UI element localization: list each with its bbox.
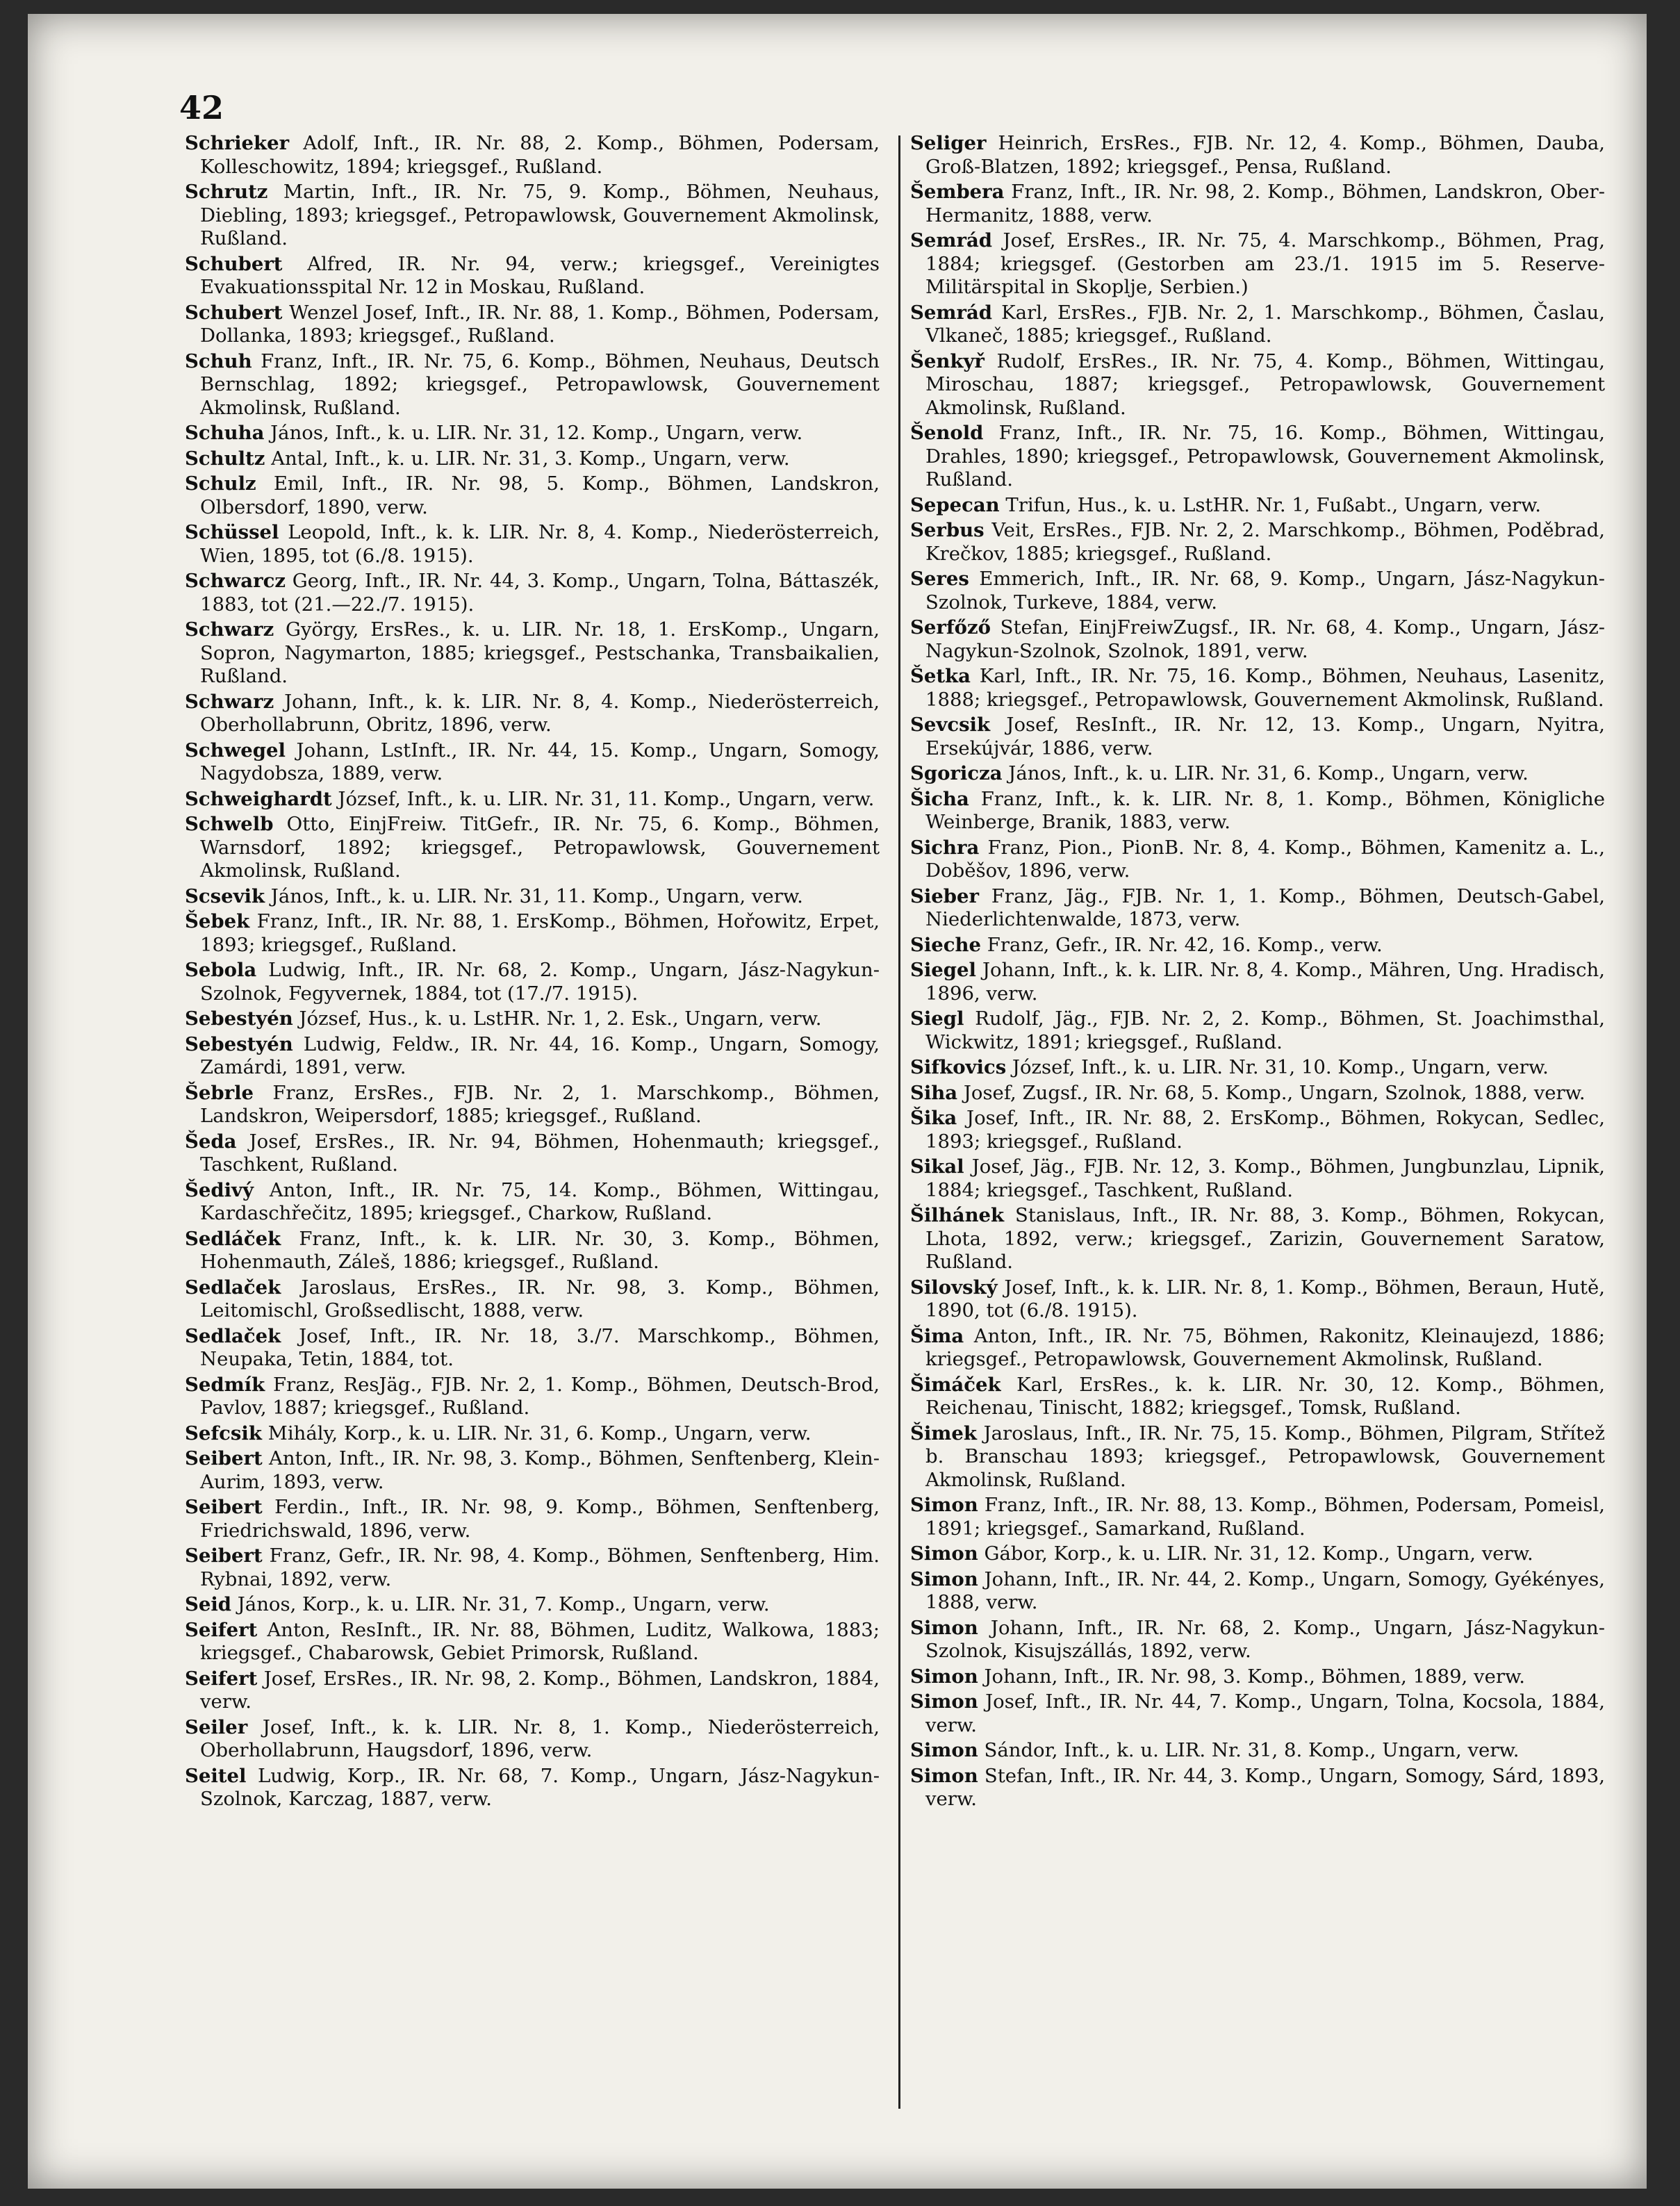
entry-surname: Šedivý xyxy=(185,1178,254,1201)
entry-surname: Simon xyxy=(910,1690,978,1713)
entry-surname: Šebek xyxy=(185,910,250,932)
list-entry xyxy=(185,302,880,348)
list-entry xyxy=(185,1496,880,1542)
list-entry xyxy=(185,1374,880,1420)
entry-details: Wenzel Josef, Inft., IR. Nr. 88, 1. Komp., Böhmen, Podersam, Dollanka, 1893; kriegsgef., Rußland. xyxy=(200,301,880,347)
entry-surname: Sepecan xyxy=(910,493,1000,516)
entry-details: Gábor, Korp., k. u. LIR. Nr. 31, 12. Komp., Ungarn, verw. xyxy=(978,1542,1533,1565)
entry-details: Rudolf, Jäg., FJB. Nr. 2, 2. Komp., Böhmen, St. Joachimsthal, Wickwitz, 1891; kriegsgef., Rußland. xyxy=(925,1007,1605,1053)
entry-details: Josef, Inft., IR. Nr. 44, 7. Komp., Ungarn, Tolna, Kocsola, 1884, verw. xyxy=(925,1690,1605,1736)
column-divider xyxy=(898,135,900,2109)
list-entry xyxy=(185,1447,880,1494)
list-entry xyxy=(185,1228,880,1274)
list-entry xyxy=(910,1276,1605,1323)
entry-surname: Sedlaček xyxy=(185,1324,281,1347)
list-entry xyxy=(185,447,880,471)
entry-details: József, Hus., k. u. LstHR. Nr. 1, 2. Esk., Ungarn, verw. xyxy=(293,1007,822,1030)
entry-details: Johann, Inft., k. k. LIR. Nr. 8, 4. Komp., Niederösterreich, Oberhollabrunn, Obritz, 1896, verw. xyxy=(200,690,880,736)
entry-surname: Šilhánek xyxy=(910,1204,1005,1226)
list-entry xyxy=(910,1007,1605,1054)
list-entry xyxy=(910,665,1605,711)
entry-details: Anton, Inft., IR. Nr. 98, 3. Komp., Böhmen, Senftenberg, Klein-Aurim, 1893, verw. xyxy=(200,1447,880,1493)
list-entry xyxy=(185,253,880,299)
entry-details: Franz, Inft., IR. Nr. 98, 2. Komp., Böhmen, Landskron, Ober-Hermanitz, 1888, verw. xyxy=(925,181,1605,227)
entry-details: Franz, Gefr., IR. Nr. 42, 16. Komp., verw. xyxy=(981,933,1383,956)
list-entry xyxy=(185,691,880,737)
list-entry xyxy=(910,762,1605,786)
entry-details: Franz, Inft., IR. Nr. 75, 6. Komp., Böhmen, Neuhaus, Deutsch Bernschlag, 1892; kriegsgef., Petropawlowsk, Gouvernement Akmolinsk, Rußland. xyxy=(200,349,880,419)
right-column xyxy=(910,132,1605,1813)
entry-surname: Sefcsik xyxy=(185,1422,262,1444)
list-entry xyxy=(185,618,880,689)
entry-surname: Sikal xyxy=(910,1155,964,1178)
entry-details: Otto, EinjFreiw. TitGefr., IR. Nr. 75, 6. Komp., Böhmen, Warnsdorf, 1892; kriegsgef., Petropawlowsk, Gouvernement Akmolinsk, Rußland. xyxy=(200,813,880,882)
list-entry xyxy=(910,1665,1605,1689)
entry-surname: Schrieker xyxy=(185,132,290,154)
entry-details: Johann, LstInft., IR. Nr. 44, 15. Komp., Ungarn, Somogy, Nagydobsza, 1889, verw. xyxy=(200,739,880,784)
entry-surname: Sieber xyxy=(910,884,980,907)
entry-surname: Seiler xyxy=(185,1715,248,1738)
list-entry xyxy=(910,1765,1605,1811)
list-entry xyxy=(910,934,1605,957)
entry-surname: Seibert xyxy=(185,1447,263,1470)
list-entry xyxy=(185,1130,880,1177)
list-entry xyxy=(185,350,880,420)
entry-details: Josef, ErsRes., IR. Nr. 75, 4. Marschkomp., Böhmen, Prag, 1884; kriegsgef. (Gestorben am 23./1. 1915 im 5. Reserve-Militärspital in Skoplje, Serbien.) xyxy=(925,229,1605,298)
entry-surname: Serbus xyxy=(910,519,985,541)
entry-details: Josef, ErsRes., IR. Nr. 94, Böhmen, Hohenmauth; kriegsgef., Taschkent, Rußland. xyxy=(200,1130,880,1176)
entry-surname: Schuh xyxy=(185,349,252,372)
list-entry xyxy=(910,1204,1605,1274)
list-entry xyxy=(185,1668,880,1714)
entry-surname: Scsevik xyxy=(185,884,265,907)
entry-surname: Seliger xyxy=(910,132,987,154)
entry-details: Franz, Gefr., IR. Nr. 98, 4. Komp., Böhmen, Senftenberg, Him. Rybnai, 1892, verw. xyxy=(200,1545,880,1590)
entry-details: Mihály, Korp., k. u. LIR. Nr. 31, 6. Komp., Ungarn, verw. xyxy=(261,1422,812,1444)
entry-surname: Seifert xyxy=(185,1667,258,1690)
list-entry xyxy=(910,1739,1605,1763)
list-entry xyxy=(910,302,1605,348)
list-entry xyxy=(910,1325,1605,1372)
list-entry xyxy=(185,1422,880,1446)
entry-details: Ludwig, Korp., IR. Nr. 68, 7. Komp., Ungarn, Jász-Nagykun-Szolnok, Karczag, 1887, verw. xyxy=(200,1764,880,1810)
entry-details: Karl, ErsRes., k. k. LIR. Nr. 30, 12. Komp., Böhmen, Reichenau, Tinischt, 1882; kriegsgef., Tomsk, Rußland. xyxy=(925,1373,1605,1419)
entry-details: József, Inft., k. u. LIR. Nr. 31, 11. Komp., Ungarn, verw. xyxy=(331,787,875,810)
list-entry xyxy=(185,181,880,251)
entry-surname: Schwarz xyxy=(185,618,274,641)
list-entry xyxy=(910,714,1605,760)
list-entry xyxy=(185,1765,880,1811)
list-entry xyxy=(185,1033,880,1080)
entry-surname: Siegl xyxy=(910,1007,964,1030)
entry-details: Rudolf, ErsRes., IR. Nr. 75, 4. Komp., Böhmen, Wittingau, Miroschau, 1887; kriegsgef., Petropawlowsk, Gouvernement Akmolinsk, Rußland. xyxy=(925,349,1605,419)
list-entry xyxy=(910,1542,1605,1566)
entry-details: János, Inft., k. u. LIR. Nr. 31, 6. Komp., Ungarn, verw. xyxy=(1002,762,1529,784)
list-entry xyxy=(910,788,1605,834)
entry-surname: Šembera xyxy=(910,181,1005,203)
entry-details: Franz, ResJäg., FJB. Nr. 2, 1. Komp., Böhmen, Deutsch-Brod, Pavlov, 1887; kriegsgef., Rußland. xyxy=(200,1373,880,1419)
entry-surname: Seibert xyxy=(185,1545,263,1567)
entry-surname: Šetka xyxy=(910,665,971,687)
entry-details: Josef, Jäg., FJB. Nr. 12, 3. Komp., Böhmen, Jungbunzlau, Lipnik, 1884; kriegsgef., Taschkent, Rußland. xyxy=(925,1155,1605,1201)
entry-details: Franz, Inft., IR. Nr. 88, 13. Komp., Böhmen, Podersam, Pomeisl, 1891; kriegsgef., Samarkand, Rußland. xyxy=(925,1494,1605,1540)
list-entry xyxy=(185,885,880,909)
list-entry xyxy=(185,521,880,568)
entry-details: Alfred, IR. Nr. 94, verw.; kriegsgef., Vereinigtes Evakuationsspital Nr. 12 in Moskau, Rußland. xyxy=(200,252,880,298)
list-entry xyxy=(910,1422,1605,1492)
entry-surname: Šima xyxy=(910,1324,964,1347)
list-entry xyxy=(185,1545,880,1591)
entry-details: Josef, ErsRes., IR. Nr. 98, 2. Komp., Böhmen, Landskron, 1884, verw. xyxy=(200,1667,880,1713)
entry-details: Josef, Inft., k. k. LIR. Nr. 8, 1. Komp., Böhmen, Beraun, Hutě, 1890, tot (6./8. 1915). xyxy=(925,1276,1605,1322)
entry-details: Anton, Inft., IR. Nr. 75, Böhmen, Rakonitz, Kleinaujezd, 1886; kriegsgef., Petropawlowsk, Gouvernement Akmolinsk, Rußland. xyxy=(925,1324,1605,1370)
entry-details: Anton, ResInft., IR. Nr. 88, Böhmen, Luditz, Walkowa, 1883; kriegsgef., Chabarowsk, Gebiet Primorsk, Rußland. xyxy=(200,1618,880,1664)
entry-surname: Šika xyxy=(910,1107,957,1129)
list-entry xyxy=(910,568,1605,614)
entry-surname: Simon xyxy=(910,1494,978,1516)
entry-surname: Simon xyxy=(910,1567,978,1590)
entry-surname: Sifkovics xyxy=(910,1056,1007,1078)
list-entry xyxy=(185,739,880,786)
entry-surname: Siegel xyxy=(910,959,976,981)
entry-details: Johann, Inft., IR. Nr. 68, 2. Komp., Ungarn, Jász-Nagykun-Szolnok, Kisujszállás, 1892, verw. xyxy=(925,1616,1605,1662)
page-number: 42 xyxy=(179,89,224,126)
list-entry xyxy=(910,132,1605,179)
entry-surname: Sieche xyxy=(910,933,982,956)
entry-details: Veit, ErsRes., FJB. Nr. 2, 2. Marschkomp., Böhmen, Poděbrad, Krečkov, 1885; kriegsgef., Rußland. xyxy=(925,519,1605,565)
entry-details: Josef, Inft., IR. Nr. 18, 3./7. Marschkomp., Böhmen, Neupaka, Tetin, 1884, tot. xyxy=(200,1324,880,1370)
entry-details: János, Inft., k. u. LIR. Nr. 31, 12. Komp., Ungarn, verw. xyxy=(264,422,803,444)
entry-surname: Sebola xyxy=(185,959,257,981)
entry-surname: Sedláček xyxy=(185,1227,281,1250)
list-entry xyxy=(910,494,1605,518)
list-entry xyxy=(910,422,1605,492)
entry-details: Sándor, Inft., k. u. LIR. Nr. 31, 8. Komp., Ungarn, verw. xyxy=(978,1739,1520,1761)
document-page xyxy=(28,14,1647,2189)
list-entry xyxy=(185,570,880,616)
list-entry xyxy=(910,885,1605,932)
entry-surname: Siha xyxy=(910,1081,958,1104)
entry-surname: Simon xyxy=(910,1542,978,1565)
list-entry xyxy=(910,1494,1605,1540)
entry-details: Jaroslaus, Inft., IR. Nr. 75, 15. Komp., Böhmen, Pilgram, Střítež b. Branschau 1893; kriegsgef., Petropawlowsk, Gouvernement Akmolinsk, Rußland. xyxy=(925,1422,1605,1491)
list-entry xyxy=(910,1155,1605,1202)
entry-details: György, ErsRes., k. u. LIR. Nr. 18, 1. ErsKomp., Ungarn, Sopron, Nagymarton, 1885; kriegsgef., Pestschanka, Transbaikalien, Rußland. xyxy=(200,618,880,687)
list-entry xyxy=(910,1107,1605,1153)
entry-details: Johann, Inft., IR. Nr. 44, 2. Komp., Ungarn, Somogy, Gyékényes, 1888, verw. xyxy=(925,1567,1605,1613)
entry-details: Heinrich, ErsRes., FJB. Nr. 12, 4. Komp., Böhmen, Dauba, Groß-Blatzen, 1892; kriegsgef., Pensa, Rußland. xyxy=(925,132,1605,178)
entry-details: Jaroslaus, ErsRes., IR. Nr. 98, 3. Komp., Böhmen, Leitomischl, Großsedlischt, 1888, verw. xyxy=(200,1276,880,1322)
entry-surname: Schwarz xyxy=(185,690,274,713)
list-entry xyxy=(185,472,880,519)
list-entry xyxy=(185,813,880,883)
entry-surname: Schwegel xyxy=(185,739,286,762)
entry-surname: Sevcsik xyxy=(910,714,991,736)
entry-surname: Šimek xyxy=(910,1422,977,1444)
entry-surname: Sebestyén xyxy=(185,1032,293,1055)
entry-surname: Simon xyxy=(910,1665,978,1688)
entry-surname: Simon xyxy=(910,1616,978,1639)
entry-details: Franz, Inft., IR. Nr. 75, 16. Komp., Böhmen, Wittingau, Drahles, 1890; kriegsgef., Petropawlowsk, Gouvernement Akmolinsk, Rußland. xyxy=(925,422,1605,491)
entry-details: Ludwig, Inft., IR. Nr. 68, 2. Komp., Ungarn, Jász-Nagykun-Szolnok, Fegyvernek, 1884, tot (17./7. 1915). xyxy=(200,959,880,1005)
entry-details: Josef, ResInft., IR. Nr. 12, 13. Komp., Ungarn, Nyitra, Ersekújvár, 1886, verw. xyxy=(925,714,1605,759)
entry-surname: Šenkyř xyxy=(910,349,985,372)
entry-surname: Schulz xyxy=(185,472,256,495)
list-entry xyxy=(910,1617,1605,1663)
list-entry xyxy=(185,132,880,179)
list-entry xyxy=(910,1082,1605,1105)
list-entry xyxy=(910,616,1605,663)
entry-details: Martin, Inft., IR. Nr. 75, 9. Komp., Böhmen, Neuhaus, Diebling, 1893; kriegsgef., Petropawlowsk, Gouvernement Akmolinsk, Rußland. xyxy=(200,181,880,249)
left-column xyxy=(185,132,880,1813)
entry-surname: Šenold xyxy=(910,422,984,444)
entry-surname: Šeda xyxy=(185,1130,237,1153)
entry-details: Franz, Inft., k. k. LIR. Nr. 30, 3. Komp., Böhmen, Hohenmauth, Záleš, 1886; kriegsgef., Rußland. xyxy=(200,1227,880,1273)
list-entry xyxy=(185,422,880,445)
entry-details: Stanislaus, Inft., IR. Nr. 88, 3. Komp., Böhmen, Rokycan, Lhota, 1892, verw.; kriegsgef., Zarizin, Gouvernement Saratow, Rußland. xyxy=(925,1204,1605,1273)
list-entry xyxy=(910,1568,1605,1615)
entry-surname: Schwarcz xyxy=(185,570,286,592)
list-entry xyxy=(185,1619,880,1665)
list-entry xyxy=(185,910,880,957)
entry-details: Franz, Jäg., FJB. Nr. 1, 1. Komp., Böhmen, Deutsch-Gabel, Niederlichtenwalde, 1873, verw. xyxy=(925,884,1605,930)
entry-details: Georg, Inft., IR. Nr. 44, 3. Komp., Ungarn, Tolna, Báttaszék, 1883, tot (21.—22./7. 1915). xyxy=(200,570,880,616)
entry-details: Stefan, Inft., IR. Nr. 44, 3. Komp., Ungarn, Somogy, Sárd, 1893, verw. xyxy=(925,1764,1605,1810)
entry-details: Adolf, Inft., IR. Nr. 88, 2. Komp., Böhmen, Podersam, Kolleschowitz, 1894; kriegsgef., Rußland. xyxy=(200,132,880,178)
list-entry xyxy=(910,1374,1605,1420)
list-entry xyxy=(185,1325,880,1372)
entry-details: József, Inft., k. u. LIR. Nr. 31, 10. Komp., Ungarn, verw. xyxy=(1006,1056,1549,1078)
entry-surname: Seifert xyxy=(185,1618,258,1641)
entry-details: Franz, Inft., IR. Nr. 88, 1. ErsKomp., Böhmen, Hořowitz, Erpet, 1893; kriegsgef., Rußland. xyxy=(200,910,880,956)
list-entry xyxy=(185,1082,880,1128)
list-entry xyxy=(185,1007,880,1031)
entry-details: Stefan, EinjFreiwZugsf., IR. Nr. 68, 4. Komp., Ungarn, Jász-Nagykun-Szolnok, Szolnok, 1891, verw. xyxy=(925,616,1605,662)
entry-surname: Schultz xyxy=(185,447,265,470)
entry-details: Ferdin., Inft., IR. Nr. 98, 9. Komp., Böhmen, Senftenberg, Friedrichswald, 1896, verw. xyxy=(200,1496,880,1542)
entry-details: János, Inft., k. u. LIR. Nr. 31, 11. Komp., Ungarn, verw. xyxy=(265,884,803,907)
entry-surname: Sichra xyxy=(910,836,980,859)
list-entry xyxy=(910,519,1605,566)
list-entry xyxy=(185,1716,880,1763)
entry-details: Karl, Inft., IR. Nr. 75, 16. Komp., Böhmen, Neuhaus, Lasenitz, 1888; kriegsgef., Petropawlowsk, Gouvernement Akmolinsk, Rußland. xyxy=(925,665,1605,711)
list-entry xyxy=(910,959,1605,1005)
entry-details: Franz, ErsRes., FJB. Nr. 2, 1. Marschkomp., Böhmen, Landskron, Weipersdorf, 1885; kriegsgef., Rußland. xyxy=(200,1081,880,1127)
list-entry xyxy=(185,959,880,1005)
entry-details: Anton, Inft., IR. Nr. 75, 14. Komp., Böhmen, Wittingau, Kardaschřečitz, 1895; kriegsgef., Charkow, Rußland. xyxy=(200,1178,880,1224)
entry-details: János, Korp., k. u. LIR. Nr. 31, 7. Komp., Ungarn, verw. xyxy=(231,1593,770,1615)
list-entry xyxy=(185,1179,880,1226)
entry-surname: Serfőző xyxy=(910,616,991,639)
entry-details: Johann, Inft., k. k. LIR. Nr. 8, 4. Komp., Mähren, Ung. Hradisch, 1896, verw. xyxy=(925,959,1605,1005)
entry-details: Emmerich, Inft., IR. Nr. 68, 9. Komp., Ungarn, Jász-Nagykun-Szolnok, Turkeve, 1884, verw. xyxy=(925,568,1605,614)
entry-surname: Sebestyén xyxy=(185,1007,293,1030)
entry-details: Josef, Zugsf., IR. Nr. 68, 5. Komp., Ungarn, Szolnok, 1888, verw. xyxy=(957,1081,1586,1104)
entry-surname: Simon xyxy=(910,1739,978,1761)
entry-surname: Seres xyxy=(910,568,969,590)
entry-surname: Seibert xyxy=(185,1496,263,1518)
entry-surname: Simon xyxy=(910,1764,978,1787)
entry-surname: Sgoricza xyxy=(910,762,1003,784)
entry-surname: Seid xyxy=(185,1593,232,1615)
entry-surname: Sedmík xyxy=(185,1373,265,1396)
entry-surname: Schubert xyxy=(185,252,283,275)
entry-surname: Schrutz xyxy=(185,181,268,203)
entry-surname: Silovský xyxy=(910,1276,998,1299)
entry-details: Johann, Inft., IR. Nr. 98, 3. Komp., Böhmen, 1889, verw. xyxy=(978,1665,1526,1688)
entry-details: Franz, Inft., k. k. LIR. Nr. 8, 1. Komp., Böhmen, Königliche Weinberge, Branik, 1883, verw. xyxy=(925,787,1605,833)
entry-surname: Sedlaček xyxy=(185,1276,281,1299)
list-entry xyxy=(185,788,880,812)
list-entry xyxy=(910,181,1605,227)
entry-details: Trifun, Hus., k. u. LstHR. Nr. 1, Fußabt., Ungarn, verw. xyxy=(999,493,1541,516)
list-entry xyxy=(910,837,1605,883)
entry-surname: Semrád xyxy=(910,229,992,252)
entry-details: Josef, Inft., IR. Nr. 88, 2. ErsKomp., Böhmen, Rokycan, Sedlec, 1893; kriegsgef., Rußland. xyxy=(925,1107,1605,1153)
list-entry xyxy=(910,1690,1605,1737)
entry-details: Emil, Inft., IR. Nr. 98, 5. Komp., Böhmen, Landskron, Olbersdorf, 1890, verw. xyxy=(200,472,880,518)
entry-details: Leopold, Inft., k. k. LIR. Nr. 8, 4. Komp., Niederösterreich, Wien, 1895, tot (6./8. 1915). xyxy=(200,521,880,567)
list-entry xyxy=(910,1056,1605,1080)
entry-details: Franz, Pion., PionB. Nr. 8, 4. Komp., Böhmen, Kamenitz a. L., Doběšov, 1896, verw. xyxy=(925,836,1605,882)
entry-surname: Semrád xyxy=(910,301,992,324)
entry-surname: Šicha xyxy=(910,787,969,810)
list-entry xyxy=(185,1276,880,1323)
list-entry xyxy=(185,1593,880,1617)
entry-details: Josef, Inft., k. k. LIR. Nr. 8, 1. Komp., Niederösterreich, Oberhollabrunn, Haugsdorf, 1896, verw. xyxy=(200,1715,880,1761)
entry-details: Antal, Inft., k. u. LIR. Nr. 31, 3. Komp., Ungarn, verw. xyxy=(265,447,790,470)
entry-surname: Šimáček xyxy=(910,1373,1001,1396)
entry-surname: Seitel xyxy=(185,1764,247,1787)
entry-surname: Schwelb xyxy=(185,813,274,835)
entry-details: Karl, ErsRes., FJB. Nr. 2, 1. Marschkomp., Böhmen, Časlau, Vlkaneč, 1885; kriegsgef., Rußland. xyxy=(925,301,1605,347)
entry-surname: Schuha xyxy=(185,422,265,444)
entry-surname: Schubert xyxy=(185,301,283,324)
list-entry xyxy=(910,350,1605,420)
entry-surname: Schüssel xyxy=(185,521,279,543)
entry-surname: Schweighardt xyxy=(185,787,332,810)
list-entry xyxy=(910,229,1605,299)
entry-details: Ludwig, Feldw., IR. Nr. 44, 16. Komp., Ungarn, Somogy, Zamárdi, 1891, verw. xyxy=(200,1032,880,1078)
entry-surname: Šebrle xyxy=(185,1081,254,1104)
